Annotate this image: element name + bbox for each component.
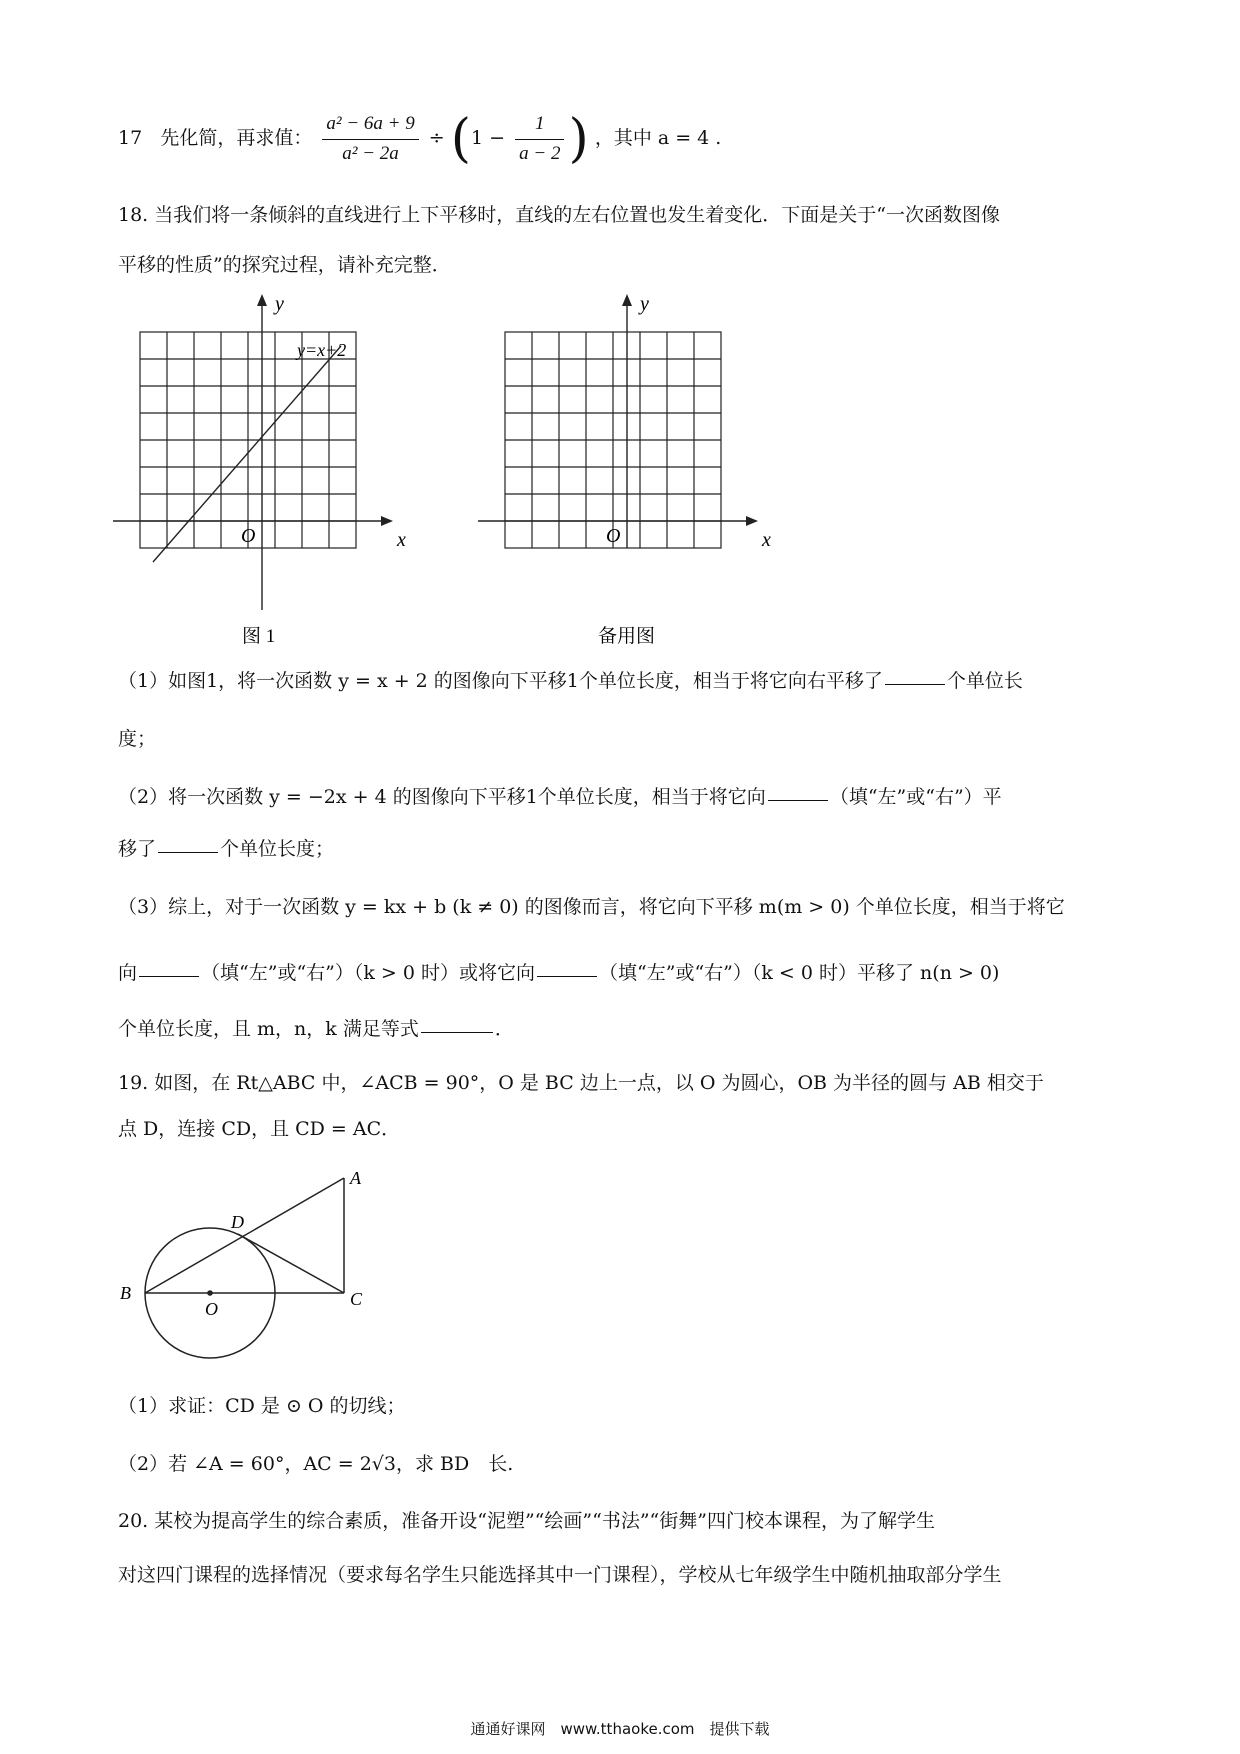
x-axis-label: x [762,529,771,551]
x-axis-label: x [397,529,406,551]
q18-part-3: （3）综上，对于一次函数 y = kx + b (k ≠ 0) 的图像而言，将它向下平移 m(m > 0) 个单位长度，相当于将它 [118,896,1065,918]
answer-blank[interactable] [421,1031,493,1033]
q18-p3-text-e: 个单位长度，且 m，n，k 满足等式 [118,1018,419,1040]
q18-part-3-cont [118,962,999,985]
q18-line-2: 平移的性质”的探究过程，请补充完整． [118,254,451,276]
answer-blank[interactable] [885,683,945,685]
label-a: A [350,1168,361,1188]
q18-p1-text: （1）如图1，将一次函数 y = x + 2 的图像向下平移1个单位长度，相当于将它向右平移了 [118,670,883,692]
label-d: D [231,1212,244,1232]
q17-fraction-numerator: a² − 6a + 9 [322,113,418,140]
label-b: B [120,1283,131,1303]
q18-part-1 [118,670,1023,693]
q18-p3-text-c: （填“左”或“右”）（k > 0 时）或将它向 [201,962,536,984]
figure-caption: 图 1 [242,626,276,647]
q17-divide-sign: ÷ [428,127,445,150]
q17-left-paren: ( [450,109,472,169]
x-axis-arrow [381,516,393,526]
q18-p2-text-3: 移了 [118,838,157,860]
q18-p2-text: （2）将一次函数 y = −2x + 4 的图像向下平移1个单位长度，相当于将它向 [118,786,766,808]
q18-part-3-cont-2 [118,1018,514,1041]
y-axis-arrow [622,294,632,306]
q17-one-minus: 1 − [471,127,506,150]
q19-line-1: 19. 如图，在 Rt△ABC 中，∠ACB = 90°，O 是 BC 边上一点，以 O 为圆心，OB 为半径的圆与 AB 相交于 [118,1072,1044,1094]
q18-line-1: 18. 当我们将一条倾斜的直线进行上下平移时，直线的左右位置也发生着变化．下面是关于“一次函数图像 [118,204,1000,226]
answer-blank[interactable] [158,851,218,853]
x-axis-arrow [746,516,758,526]
q18-part-2 [118,786,1002,809]
q17-prefix: 先化简，再求值： [160,127,313,150]
q18-part-2-cont [118,838,334,861]
q20-line-2: 对这四门课程的选择情况（要求每名学生只能选择其中一门课程），学校从七年级学生中随机抽取部分学生 [118,1564,1002,1586]
answer-blank[interactable] [768,799,828,801]
q18-p2-text-2: （填“左”或“右”）平 [829,786,1002,808]
q19-line-2: 点 D，连接 CD，且 CD = AC． [118,1118,401,1140]
y-axis-label: y [275,293,284,315]
q18-p3-text-d: （填“左”或“右”）（k < 0 时）平移了 n(n > 0) [599,962,1000,984]
q17-fraction-denominator: a² − 2a [342,142,399,164]
q17-line [118,108,721,170]
q19-part-1: （1）求证：CD 是 ⊙ O 的切线； [118,1395,406,1417]
origin-label: O [606,525,621,547]
q17-inner-denominator: a − 2 [519,142,561,164]
label-c: C [350,1289,363,1309]
q20-line-1: 20. 某校为提高学生的综合素质，准备开设“泥塑”“绘画”“书法”“街舞”四门校本课程，为了解学生 [118,1510,935,1532]
y-axis-label: y [640,293,649,315]
q17-number: 17 [118,127,143,150]
q18-spare-figure [470,290,800,650]
q18-part-1-cont: 度； [118,728,157,750]
answer-blank[interactable] [537,975,597,977]
q18-figure-1 [105,290,435,650]
q19-figure [110,1160,380,1375]
q19-part-2: （2）若 ∠A = 60°，AC = 2√3，求 BD 长. [118,1453,514,1475]
q17-main-fraction [322,113,418,166]
origin-label: O [241,525,256,547]
answer-blank[interactable] [139,975,199,977]
q17-inner-fraction [515,113,564,166]
q17-suffix: ，其中 a = 4 . [594,127,722,150]
grid [505,332,721,548]
q18-p3-text-f: ． [494,1018,514,1040]
q18-p1-text-2: 个单位长 [946,670,1023,692]
label-o: O [205,1299,218,1319]
segment-cd [238,1234,344,1293]
q18-p2-text-4: 个单位长度； [220,838,335,860]
center-point [207,1290,213,1296]
page-footer: 通通好课网 www.tthaoke.com 提供下载 [470,1720,770,1738]
y-axis-arrow [257,294,267,306]
q17-right-paren: ) [568,109,589,169]
q18-p3-text-b: 向 [118,962,138,984]
q17-inner-numerator: 1 [515,113,564,140]
grid [140,332,356,548]
figure-caption: 备用图 [598,626,656,647]
line-label: y=x+2 [297,340,347,360]
